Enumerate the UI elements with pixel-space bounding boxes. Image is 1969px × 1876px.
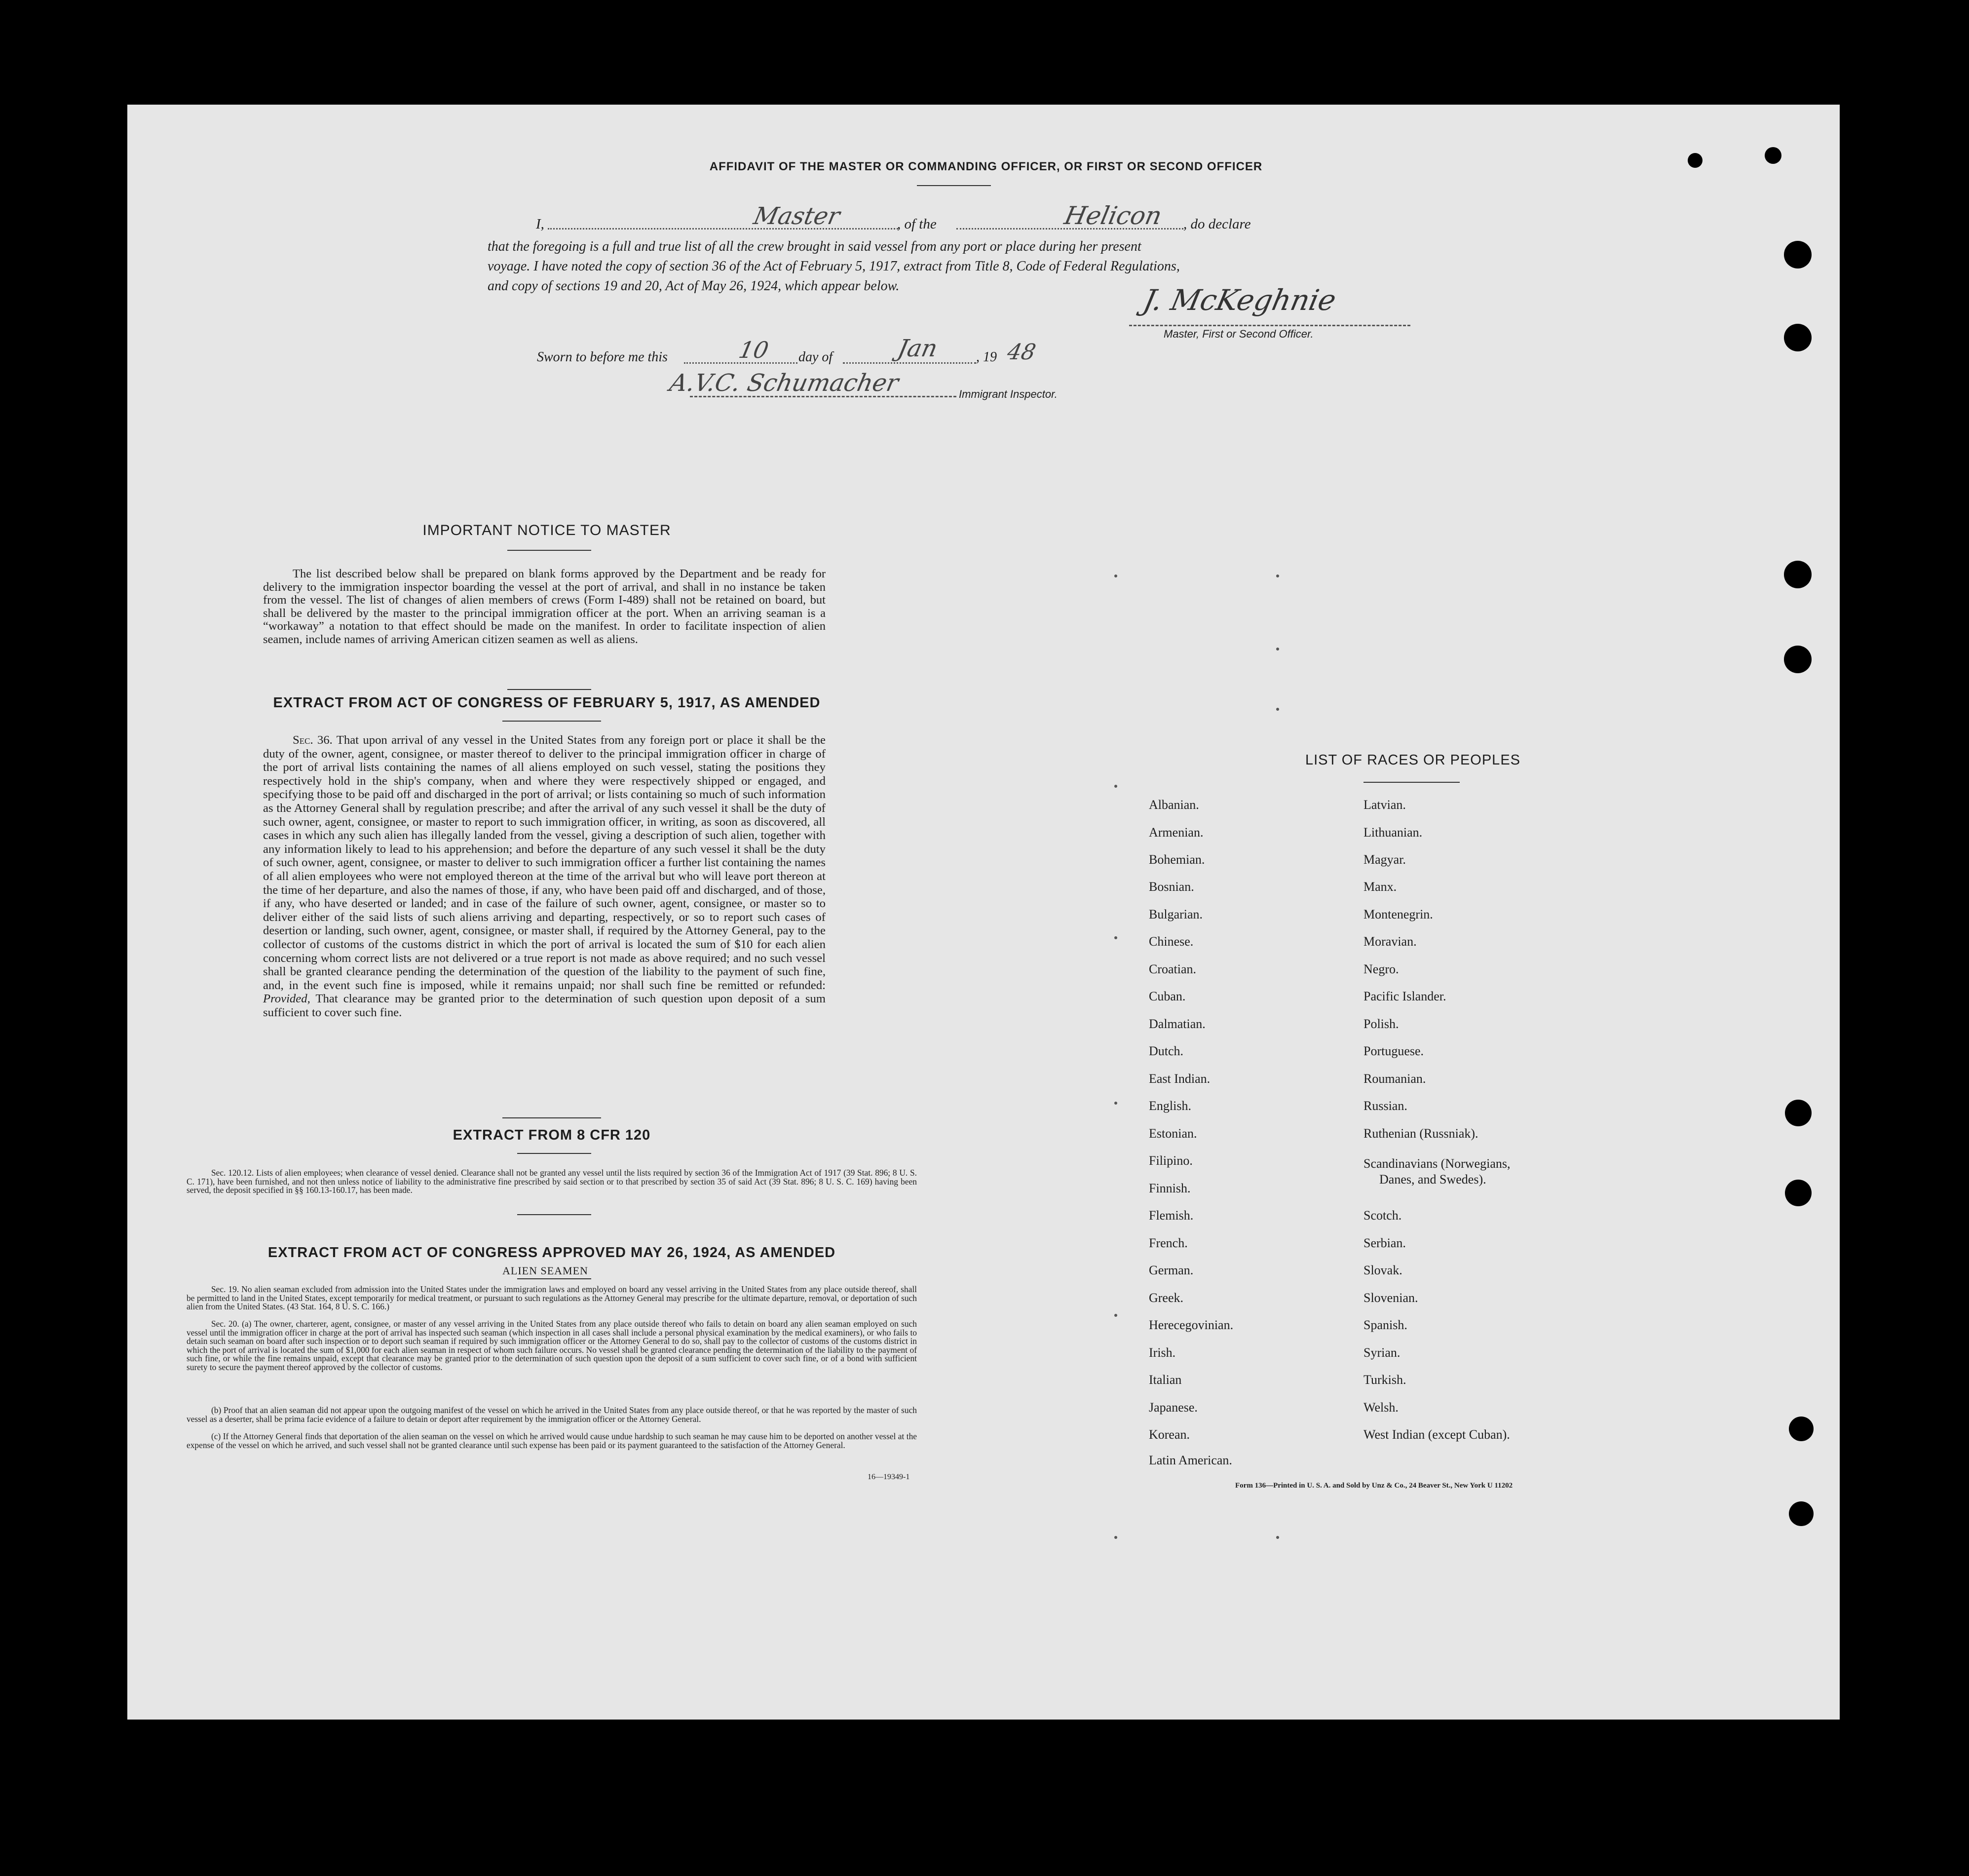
race-item: Moravian. bbox=[1363, 934, 1417, 949]
binder-hole bbox=[1765, 147, 1781, 164]
race-item: English. bbox=[1149, 1099, 1191, 1113]
form-sheet bbox=[127, 105, 1840, 1720]
notice-end-divider bbox=[507, 689, 591, 690]
race-item: West Indian (except Cuban). bbox=[1363, 1427, 1510, 1442]
extract-1917-title: EXTRACT FROM ACT OF CONGRESS OF FEBRUARY 5, 1917, AS AMENDED bbox=[273, 695, 821, 711]
race-item: Bulgarian. bbox=[1149, 907, 1203, 921]
name-handwritten: Master bbox=[751, 202, 842, 230]
race-item: Danes, and Swedes). bbox=[1379, 1172, 1486, 1187]
of-the-label: , of the bbox=[897, 216, 937, 232]
race-item: Manx. bbox=[1363, 880, 1397, 894]
sworn-day-handwritten: 10 bbox=[736, 337, 771, 363]
sec36-label: Sec. 36. bbox=[293, 733, 333, 747]
race-item: Japanese. bbox=[1149, 1400, 1198, 1415]
race-item: Russian. bbox=[1363, 1099, 1407, 1113]
sec20c-body: (c) If the Attorney General finds that deportation of the alien seaman on the vessel on which he arrived would cause undue hardship to such seaman he may cause him to be deported on another vessel at the expense of the vessel on which he arrived, and such vessel shall not be granted clearance until such expense has been paid or its payment guaranteed to the satisfaction of the Attorney General. bbox=[187, 1431, 917, 1450]
affidavit-i-label: I, bbox=[536, 216, 544, 232]
races-title: LIST OF RACES OR PEOPLES bbox=[1305, 752, 1521, 768]
notice-title: IMPORTANT NOTICE TO MASTER bbox=[422, 522, 671, 538]
affidavit-body-line3: and copy of sections 19 and 20, Act of May 26, 1924, which appear below. bbox=[488, 278, 900, 294]
binder-hole bbox=[1789, 1501, 1814, 1526]
notice-body: The list described below shall be prepared on blank forms approved by the Department and be ready for delivery to the immigration inspector boarding the vessel at the port of arrival, and shall in no instance be taken from the vessel. The list of changes of alien members of crews (Form I-489) shall not be retained on board, but shall be delivered by the master to the principal immigration officer at the port. When an arriving seaman is a “workaway” a notation to that effect should be made on the manifest. In order to facilitate inspection of alien seamen, include names of arriving American citizen seamen as well as aliens. bbox=[263, 567, 826, 646]
race-item: Bohemian. bbox=[1149, 852, 1205, 867]
scan-speck bbox=[1276, 648, 1279, 651]
printer-imprint: Form 136—Printed in U. S. A. and Sold by Unz & Co., 24 Beaver St., New York U 11202 bbox=[1235, 1482, 1513, 1490]
day-of-label: day of bbox=[798, 349, 833, 365]
inspector-caption: Immigrant Inspector. bbox=[959, 388, 1058, 400]
scan-speck bbox=[1114, 1536, 1117, 1539]
race-item: Syrian. bbox=[1363, 1345, 1401, 1360]
race-item: Pacific Islander. bbox=[1363, 989, 1446, 1003]
race-item: Negro. bbox=[1363, 962, 1399, 976]
scan-speck bbox=[1114, 574, 1117, 577]
binder-hole bbox=[1784, 646, 1812, 673]
race-item: Bosnian. bbox=[1149, 880, 1194, 894]
binder-hole bbox=[1784, 561, 1812, 588]
notice-divider bbox=[507, 550, 591, 551]
race-item: Montenegrin. bbox=[1363, 907, 1433, 921]
binder-hole bbox=[1784, 241, 1812, 268]
race-item: Herecegovinian. bbox=[1149, 1318, 1234, 1332]
sworn-month-line bbox=[843, 362, 976, 364]
race-item: Irish. bbox=[1149, 1345, 1176, 1360]
scan-speck bbox=[1114, 936, 1117, 939]
year-handwritten: 48 bbox=[1005, 340, 1038, 365]
binder-hole bbox=[1688, 153, 1703, 168]
sworn-month-handwritten: Jan bbox=[895, 335, 940, 362]
race-item: German. bbox=[1149, 1263, 1194, 1277]
race-item: Roumanian. bbox=[1363, 1072, 1426, 1086]
race-item: Italian bbox=[1149, 1373, 1182, 1387]
race-item: Portuguese. bbox=[1363, 1044, 1424, 1058]
race-item: Lithuanian. bbox=[1363, 825, 1423, 840]
proviso-label: Provided, bbox=[263, 992, 310, 1006]
vessel-handwritten: Helicon bbox=[1061, 201, 1165, 230]
race-item: Finnish. bbox=[1149, 1181, 1191, 1195]
extract-1917-end-divider bbox=[502, 1117, 601, 1118]
scan-speck bbox=[1114, 1102, 1117, 1105]
extract-1924-title: EXTRACT FROM ACT OF CONGRESS APPROVED MAY 26, 1924, AS AMENDED bbox=[267, 1245, 836, 1261]
proviso-text: That clearance may be granted prior to the determination of such question upon deposit of a sum sufficient to cover such fine. bbox=[263, 992, 826, 1019]
scan-speck bbox=[1276, 708, 1279, 711]
scan-speck bbox=[1276, 574, 1279, 577]
race-item: Turkish. bbox=[1363, 1373, 1406, 1387]
sec20a-body: Sec. 20. (a) The owner, charterer, agent, consignee, or master of any vessel arriving in the United States from any place outside thereof who fails to detain on board any alien seaman employed on such vessel until the immigration officer in charge at the port of arrival has inspected such seaman (which inspection in all cases shall include a personal physical examination by the medical examiners), or who fails to detain such seaman on board after such inspection or to deport such seaman if required by such immigration officer or the Attorney General to do so, shall pay to the collector of customs of the customs district in which the port of arrival is located the sum of $1,000 for each alien seaman in respect of whom such failure occurs. No vessel shall be granted clearance pending the determination of the liability to the payment of such fine, or while the fine remains unpaid, except that clearance may be granted prior to the determination of such question upon the deposit of a sum sufficient to cover such fine, or of a bond with sufficient surety to secure the payment thereof approved by the collector of customs. bbox=[187, 1319, 917, 1372]
sec20b-body: (b) Proof that an alien seaman did not appear upon the outgoing manifest of the vessel on which he arrived in the United States from any place outside thereof, or that he was reported by the master of such vessel as a deserter, shall be prima facie evidence of a failure to detain or deport after requirement by the immigration officer or the Attorney General. bbox=[187, 1405, 917, 1424]
race-item: Welsh. bbox=[1363, 1400, 1399, 1415]
race-item: Greek. bbox=[1149, 1291, 1184, 1305]
race-item: Slovenian. bbox=[1363, 1291, 1418, 1305]
race-item: Estonian. bbox=[1149, 1126, 1197, 1141]
title-divider bbox=[917, 185, 991, 186]
inspector-signature: A.V.C. Schumacher bbox=[667, 369, 901, 397]
affidavit-body-line2: voyage. I have noted the copy of section 36 of the Act of February 5, 1917, extract from Title 8, Code of Federal Regulations, bbox=[488, 259, 1180, 274]
race-item: Latvian. bbox=[1363, 798, 1406, 812]
extract-cfr-body: Sec. 120.12. Lists of alien employees; when clearance of vessel denied. Clearance shall not be granted any vessel until the lists required by section 36 of the Immigration Act of 1917 (39 Stat. 896; 8 U. S. C. 171), have been furnished, and not then unless notice of liability to the administrative fine prescribed by said section or to that prescribed by section 35 of said Act (39 Stat. 896; 8 U. S. C. 169) having been served, the deposit specified in §§ 160.13-160.17, has been made. bbox=[187, 1168, 917, 1195]
race-item: Serbian. bbox=[1363, 1236, 1406, 1250]
race-item: Magyar. bbox=[1363, 852, 1406, 867]
sec36-text: That upon arrival of any vessel in the United States from any foreign port or place it shall be the duty of the owner, agent, consignee, or master thereof to deliver to the principal immigration officer in charge of the port of arrival lists containing the names of all aliens employed on such vessel, stating the positions they respectively hold in the ship's company, when and where they were respectively shipped or engaged, and specifying those to be paid off and discharged in the port of arrival; or lists containing so much of such information as the Attorney General shall by regulation prescribe; and after the arrival of any such vessel it shall be the duty of such owner, agent, consignee, or master to report to such immigration officer, in writing, as soon as discovered, all cases in which any such alien has illegally landed from the vessel, giving a description of such alien, together with any information likely to lead to his apprehension; and before the departure of any such vessel it shall be the duty of such owner, agent, consignee, or master to deliver to such immigration officer a further list containing the names of all alien employees who were not employed thereon at the time of the arrival but who will leave port thereon at the time of her departure, and also the names of those, if any, who have been paid off and discharged, and of those, if any, who have deserted or landed; and in case of the failure of such owner, agent, consignee, or master so to deliver either of the said lists of such aliens arriving and departing, respectively, or so to report such cases of desertion or landing, such owner, agent, consignee, or master shall, if required by the Attorney General, pay to the collector of customs of the customs district in which the port of arrival is located the sum of $10 for each alien concerning whom correct lists are not delivered or a true report is not made as above required; and no such vessel shall be granted clearance pending the determination of the question of the liability to the payment of such fine, and, in the event such fine is imposed, while it remains unpaid; nor shall such fine be remitted or refunded: bbox=[263, 733, 826, 992]
scan-speck bbox=[1114, 785, 1117, 788]
binder-hole bbox=[1785, 1180, 1812, 1206]
extract-1917-body bbox=[263, 733, 826, 1019]
race-item: French. bbox=[1149, 1236, 1188, 1250]
race-item: Spanish. bbox=[1363, 1318, 1407, 1332]
affidavit-title: AFFIDAVIT OF THE MASTER OR COMMANDING OFFICER, OR FIRST OR SECOND OFFICER bbox=[709, 160, 1263, 173]
extract-cfr-end-divider bbox=[517, 1214, 591, 1215]
race-item: Chinese. bbox=[1149, 934, 1194, 949]
race-item: Cuban. bbox=[1149, 989, 1186, 1003]
binder-hole bbox=[1784, 324, 1812, 351]
inspector-line bbox=[690, 396, 956, 397]
race-item: East Indian. bbox=[1149, 1072, 1211, 1086]
master-signature: J. McKeghnie bbox=[1140, 283, 1339, 317]
extract-1924-subtitle: ALIEN SEAMEN bbox=[502, 1264, 588, 1277]
sworn-label: Sworn to before me this bbox=[537, 349, 668, 365]
race-item: Croatian. bbox=[1149, 962, 1197, 976]
race-item: Polish. bbox=[1363, 1017, 1399, 1031]
form-code: 16—19349-1 bbox=[868, 1473, 910, 1481]
race-item: Korean. bbox=[1149, 1427, 1190, 1442]
race-item: Filipino. bbox=[1149, 1153, 1193, 1168]
race-item: Latin American. bbox=[1149, 1453, 1232, 1467]
race-item: Dutch. bbox=[1149, 1044, 1184, 1058]
year-prefix: , 19 bbox=[976, 349, 997, 365]
signature-line bbox=[1129, 325, 1410, 326]
scan-speck bbox=[1114, 1314, 1117, 1317]
extract-1917-divider bbox=[502, 721, 601, 722]
scan-speck bbox=[1276, 1536, 1279, 1539]
race-item: Albanian. bbox=[1149, 798, 1199, 812]
race-item: Dalmatian. bbox=[1149, 1017, 1206, 1031]
signature-caption: Master, First or Second Officer. bbox=[1164, 328, 1314, 340]
sec19-body: Sec. 19. No alien seaman excluded from admission into the United States under the immigration laws and employed on board any vessel arriving in the United States from any place outside thereof, shall be permitted to land in the United States, except temporarily for medical treatment, or pursuant to such regulations as the Attorney General may prescribe for the ultimate departure, removal, or deportation of such alien from the United States. (43 Stat. 164, 8 U. S. C. 166.) bbox=[187, 1284, 917, 1311]
extract-1924-divider bbox=[517, 1278, 591, 1279]
binder-hole bbox=[1789, 1417, 1814, 1441]
binder-hole bbox=[1785, 1100, 1812, 1126]
affidavit-body-line1: that the foregoing is a full and true list of all the crew brought in said vessel from any port or place during her present bbox=[488, 239, 1141, 254]
extract-cfr-divider bbox=[517, 1153, 591, 1154]
extract-cfr-title: EXTRACT FROM 8 CFR 120 bbox=[453, 1127, 651, 1143]
name-line bbox=[548, 228, 898, 230]
race-item: Ruthenian (Russniak). bbox=[1363, 1126, 1478, 1141]
race-item: Armenian. bbox=[1149, 825, 1204, 840]
do-declare-label: , do declare bbox=[1183, 216, 1251, 232]
race-item: Slovak. bbox=[1363, 1263, 1402, 1277]
race-item: Flemish. bbox=[1149, 1208, 1194, 1223]
race-item: Scandinavians (Norwegians, bbox=[1363, 1156, 1511, 1171]
race-item: Scotch. bbox=[1363, 1208, 1402, 1223]
races-divider bbox=[1363, 782, 1460, 783]
